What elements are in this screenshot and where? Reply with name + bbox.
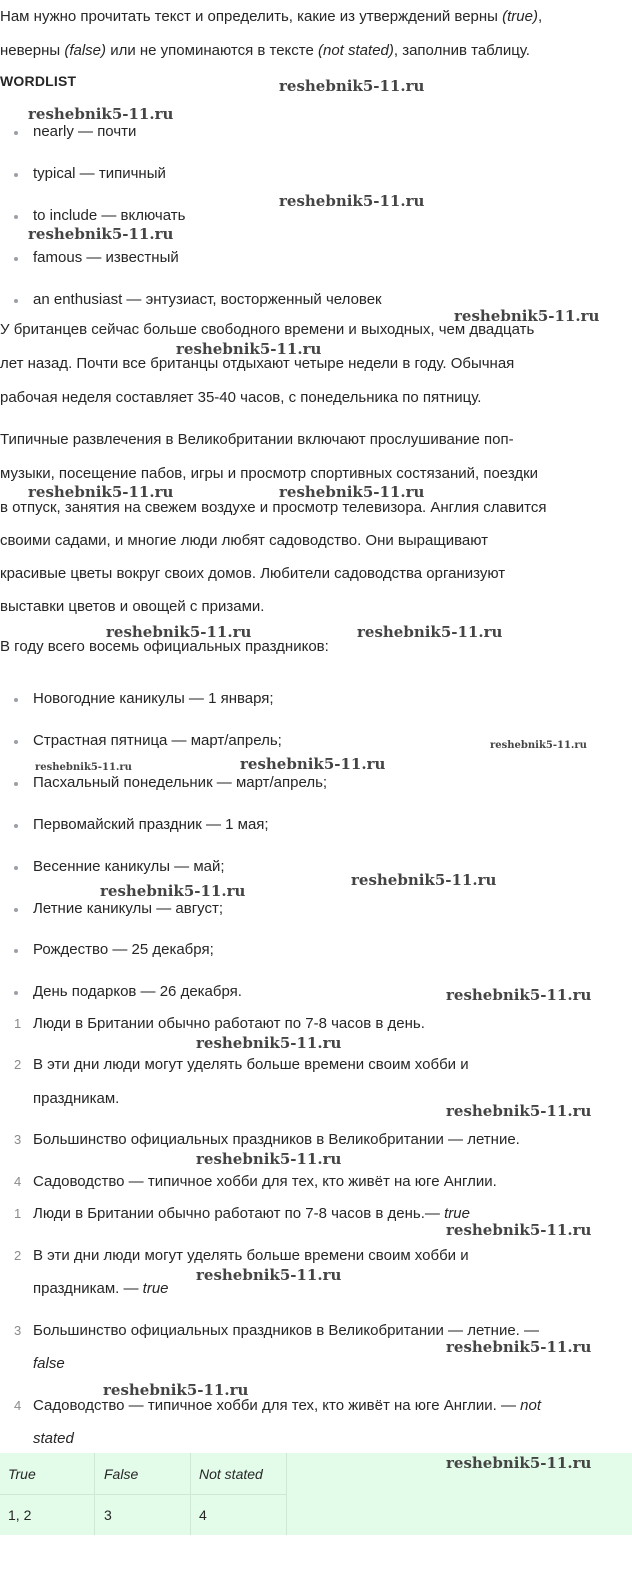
answer-item: Садоводство — типичное хобби для тех, кто живёт на юге Англии. — not (33, 1397, 542, 1414)
statement-item: Садоводство — типичное хобби для тех, кто живёт на юге Англии. (33, 1173, 497, 1190)
bullet-icon (14, 698, 18, 702)
watermark: reshebnik5-11.ru (196, 1150, 342, 1168)
answer-item: В эти дни люди могут уделять больше времени своим хобби и (33, 1247, 469, 1264)
wordlist-item: an enthusiast — энтузиаст, восторженный человек (33, 291, 382, 308)
text-line: У британцев сейчас больше свободного времени и выходных, чем двадцать (0, 321, 535, 338)
watermark: reshebnik5-11.ru (357, 623, 503, 641)
table-divider (0, 1494, 286, 1495)
watermark: reshebnik5-11.ru (490, 740, 587, 751)
table-cell: 3 (104, 1507, 112, 1523)
watermark: reshebnik5-11.ru (28, 483, 174, 501)
holiday-item: Новогодние каникулы — 1 января; (33, 690, 274, 707)
answer-item: праздникам. — true (33, 1280, 169, 1297)
list-number: 4 (14, 1174, 22, 1189)
wordlist-item: nearly — почти (33, 123, 137, 140)
bullet-icon (14, 949, 18, 953)
bullet-icon (14, 908, 18, 912)
bullet-icon (14, 131, 18, 135)
answer-item: false (33, 1355, 65, 1372)
watermark: reshebnik5-11.ru (454, 307, 600, 325)
wordlist-item: famous — известный (33, 249, 179, 266)
text-line: В году всего восемь официальных праздников: (0, 638, 329, 655)
holiday-item: Весенние каникулы — май; (33, 858, 225, 875)
text-line: музыки, посещение пабов, игры и просмотр спортивных состязаний, поездки (0, 465, 539, 482)
watermark: reshebnik5-11.ru (446, 1454, 592, 1472)
bullet-icon (14, 740, 18, 744)
intro-line-1: Нам нужно прочитать текст и определить, какие из утверждений верны (true), (0, 8, 543, 25)
table-header: False (104, 1466, 139, 1482)
answer-item: stated (33, 1430, 74, 1447)
table-header: True (8, 1466, 36, 1482)
watermark: reshebnik5-11.ru (28, 105, 174, 123)
watermark: reshebnik5-11.ru (351, 871, 497, 889)
text-line: своими садами, и многие люди любят садоводство. Они выращивают (0, 532, 489, 549)
holiday-item: Страстная пятница — март/апрель; (33, 732, 282, 749)
statement-item: Люди в Британии обычно работают по 7-8 часов в день. (33, 1015, 425, 1032)
statement-item: Большинство официальных праздников в Великобритании — летние. (33, 1131, 520, 1148)
holiday-item: Рождество — 25 декабря; (33, 941, 214, 958)
table-divider (190, 1453, 191, 1535)
watermark: reshebnik5-11.ru (176, 340, 322, 358)
watermark: reshebnik5-11.ru (240, 755, 386, 773)
holiday-item: Летние каникулы — август; (33, 900, 224, 917)
holiday-item: День подарков — 26 декабря. (33, 983, 242, 1000)
bullet-icon (14, 173, 18, 177)
text-line: выставки цветов и овощей с призами. (0, 598, 265, 615)
list-number: 3 (14, 1132, 22, 1147)
answer-item: Люди в Британии обычно работают по 7-8 часов в день.— true (33, 1205, 470, 1222)
holiday-item: Пасхальный понедельник — март/апрель; (33, 774, 328, 791)
table-divider (94, 1453, 95, 1535)
answer-table (0, 1453, 632, 1535)
watermark: reshebnik5-11.ru (100, 882, 246, 900)
list-number: 2 (14, 1248, 22, 1263)
bullet-icon (14, 991, 18, 995)
watermark: reshebnik5-11.ru (279, 77, 425, 95)
table-header: Not stated (199, 1466, 263, 1482)
watermark: reshebnik5-11.ru (196, 1266, 342, 1284)
watermark: reshebnik5-11.ru (196, 1034, 342, 1052)
watermark: reshebnik5-11.ru (35, 762, 132, 773)
list-number: 1 (14, 1206, 22, 1221)
bullet-icon (14, 257, 18, 261)
list-number: 3 (14, 1323, 22, 1338)
bullet-icon (14, 866, 18, 870)
intro-line-2: неверны (false) или не упоминаются в тексте (not stated), заполнив таблицу. (0, 42, 530, 59)
watermark: reshebnik5-11.ru (279, 192, 425, 210)
watermark: reshebnik5-11.ru (446, 1102, 592, 1120)
holiday-item: Первомайский праздник — 1 мая; (33, 816, 269, 833)
bullet-icon (14, 824, 18, 828)
answer-item: Большинство официальных праздников в Великобритании — летние. — (33, 1322, 540, 1339)
watermark: reshebnik5-11.ru (103, 1381, 249, 1399)
list-number: 1 (14, 1016, 22, 1031)
watermark: reshebnik5-11.ru (28, 225, 174, 243)
text-line: Типичные развлечения в Великобритании включают прослушивание поп- (0, 431, 514, 448)
wordlist-item: to include — включать (33, 207, 186, 224)
wordlist-item: typical — типичный (33, 165, 166, 182)
statement-item: праздникам. (33, 1090, 120, 1107)
table-cell: 1, 2 (8, 1507, 32, 1523)
text-line: лет назад. Почти все британцы отдыхают четыре недели в году. Обычная (0, 355, 515, 372)
bullet-icon (14, 782, 18, 786)
watermark: reshebnik5-11.ru (446, 1221, 592, 1239)
text-line: рабочая неделя составляет 35-40 часов, с понедельника по пятницу. (0, 389, 482, 406)
watermark: reshebnik5-11.ru (446, 1338, 592, 1356)
table-divider (286, 1453, 287, 1535)
watermark: reshebnik5-11.ru (446, 986, 592, 1004)
statement-item: В эти дни люди могут уделять больше времени своим хобби и (33, 1056, 469, 1073)
list-number: 2 (14, 1057, 22, 1072)
watermark: reshebnik5-11.ru (106, 623, 252, 641)
text-line: в отпуск, занятия на свежем воздухе и просмотр телевизора. Англия славится (0, 499, 547, 516)
table-cell: 4 (199, 1507, 207, 1523)
wordlist-heading: WORDLIST (0, 73, 77, 89)
watermark: reshebnik5-11.ru (279, 483, 425, 501)
list-number: 4 (14, 1398, 22, 1413)
bullet-icon (14, 299, 18, 303)
text-line: красивые цветы вокруг своих домов. Любители садоводства организуют (0, 565, 506, 582)
bullet-icon (14, 215, 18, 219)
